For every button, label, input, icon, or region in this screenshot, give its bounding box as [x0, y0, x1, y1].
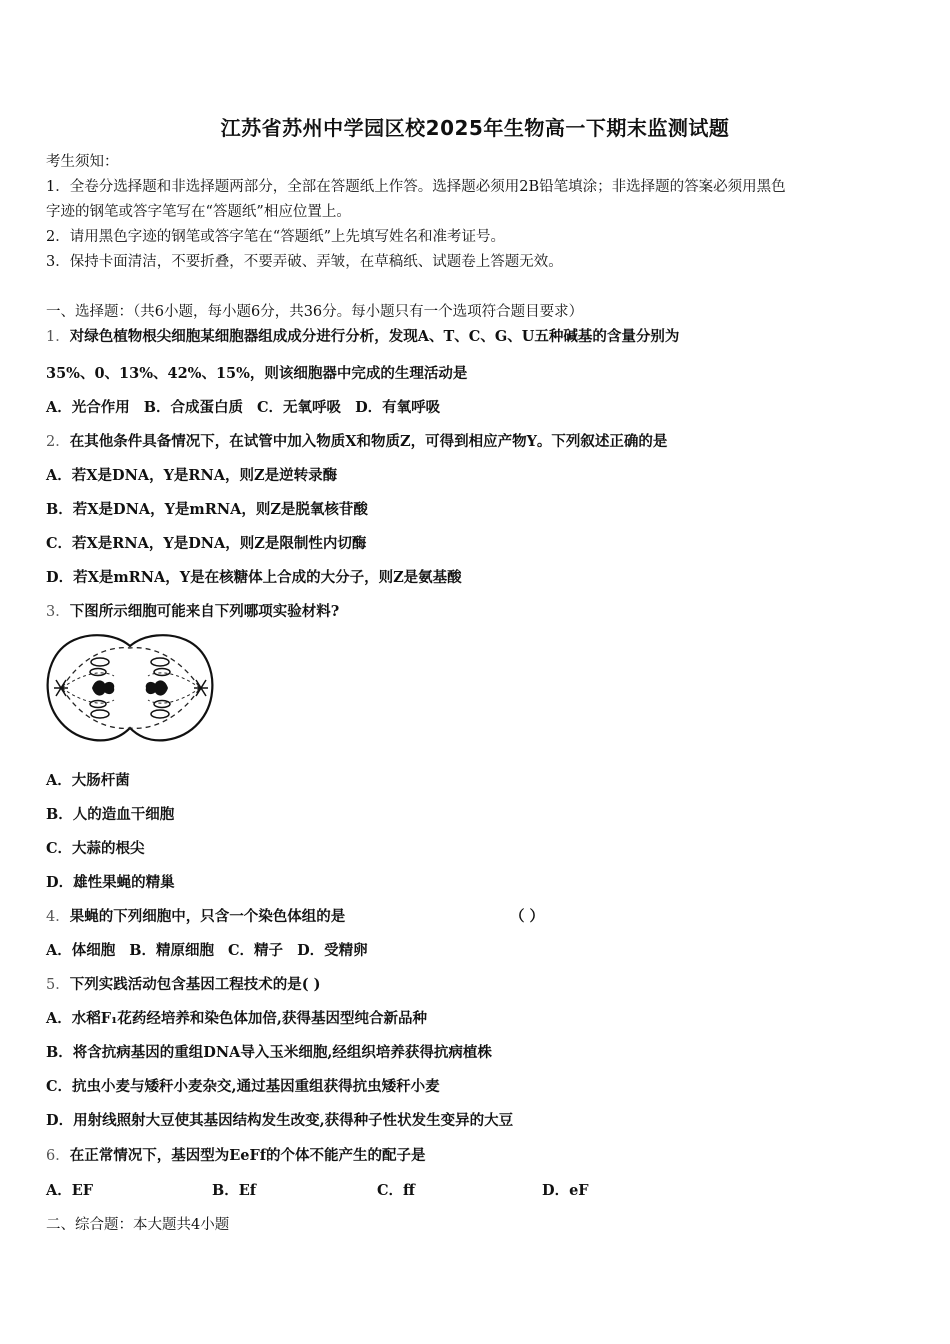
question-number: 3．: [46, 604, 70, 620]
option-c[interactable]: C．ff: [377, 1182, 415, 1199]
notice-item: 1．全卷分选择题和非选择题两部分，全部在答题纸上作答。选择题必须用2B铅笔填涂；非选择题的答案必须用黑色: [46, 179, 786, 195]
option-d[interactable]: D．eF: [542, 1182, 589, 1199]
question-number: 5．: [46, 977, 70, 993]
option-b[interactable]: B．若X是DNA，Y是mRNA，则Z是脱氧核苷酸: [46, 501, 368, 518]
section-heading-1: 一、选择题：（共6小题，每小题6分，共36分。每小题只有一个选项符合题目要求）: [46, 304, 584, 320]
notice-heading: 考生须知：: [46, 154, 119, 170]
question-number: 4．: [46, 909, 70, 925]
question-text: 在其他条件具备情况下，在试管中加入物质X和物质Z，可得到相应产物Y。下列叙述正确的是: [69, 433, 668, 450]
option-c[interactable]: C．精子: [228, 942, 284, 959]
page-title: 江苏省苏州中学园区校2025年生物高一下期末监测试题: [220, 116, 730, 140]
option-a[interactable]: A．水稻F₁花药经培养和染色体加倍,获得基因型纯合新品种: [46, 1010, 427, 1027]
option-a[interactable]: A．大肠杆菌: [46, 772, 130, 789]
notice-item: 字迹的钢笔或答字笔写在“答题纸”相应位置上。: [46, 204, 351, 220]
question-3: [46, 602, 339, 622]
question-text: 下列实践活动包含基因工程技术的是( ): [69, 976, 321, 993]
option-a[interactable]: A．光合作用: [46, 399, 130, 416]
option-b[interactable]: B．将含抗病基因的重组DNA导入玉米细胞,经组织培养获得抗病植株: [46, 1044, 492, 1061]
option-d[interactable]: D．有氧呼吸: [355, 399, 441, 416]
option-c[interactable]: C．若X是RNA，Y是DNA，则Z是限制性内切酶: [46, 535, 367, 552]
section-heading-2: 二、综合题：本大题共4小题: [46, 1217, 230, 1233]
question-number: 2．: [46, 434, 70, 450]
question-1: [46, 327, 679, 347]
notice-item: 2．请用黑色字迹的钢笔或答字笔在“答题纸”上先填写姓名和准考证号。: [46, 229, 506, 245]
notice-item: 3．保持卡面清洁，不要折叠，不要弄破、弄皱，在草稿纸、试题卷上答题无效。: [46, 254, 563, 270]
question-4: [46, 907, 345, 927]
question-number: 1．: [46, 329, 70, 345]
question-2: [46, 432, 667, 452]
question-4-options: [46, 941, 368, 961]
question-text: 在正常情况下，基因型为EeFf的个体不能产生的配子是: [69, 1147, 426, 1164]
option-d[interactable]: D．若X是mRNA，Y是在核糖体上合成的大分子，则Z是氨基酸: [46, 569, 462, 586]
option-b[interactable]: B．人的造血干细胞: [46, 806, 175, 823]
question-text: 下图所示细胞可能来自下列哪项实验材料?: [69, 603, 340, 620]
question-1-options: [46, 398, 440, 418]
dividing-cell-figure: [44, 632, 216, 744]
option-a[interactable]: A．体细胞: [46, 942, 116, 959]
question-6: [46, 1146, 426, 1166]
option-b[interactable]: B．合成蛋白质: [143, 399, 244, 416]
option-b[interactable]: B．Ef: [212, 1182, 257, 1199]
question-text-continued: 35%、0、13%、42%、15%，则该细胞器中完成的生理活动是: [46, 365, 468, 382]
option-c[interactable]: C．抗虫小麦与矮秆小麦杂交,通过基因重组获得抗虫矮秆小麦: [46, 1078, 440, 1095]
question-text: 果蝇的下列细胞中，只含一个染色体组的是: [69, 908, 346, 925]
answer-blank: （ ）: [510, 908, 545, 925]
option-a[interactable]: A．EF: [46, 1182, 94, 1199]
question-5: [46, 975, 321, 995]
question-text: 对绿色植物根尖细胞某细胞器组成成分进行分析，发现A、T、C、G、U五种碱基的含量分别为: [69, 328, 680, 345]
option-d[interactable]: D．雄性果蝇的精巢: [46, 874, 175, 891]
option-a[interactable]: A．若X是DNA，Y是RNA，则Z是逆转录酶: [46, 467, 338, 484]
question-number: 6．: [46, 1148, 70, 1164]
option-c[interactable]: C．无氧呼吸: [257, 399, 342, 416]
option-b[interactable]: B．精原细胞: [129, 942, 215, 959]
option-d[interactable]: D．受精卵: [297, 942, 368, 959]
option-c[interactable]: C．大蒜的根尖: [46, 840, 145, 857]
option-d[interactable]: D．用射线照射大豆使其基因结构发生改变,获得种子性状发生变异的大豆: [46, 1112, 514, 1129]
